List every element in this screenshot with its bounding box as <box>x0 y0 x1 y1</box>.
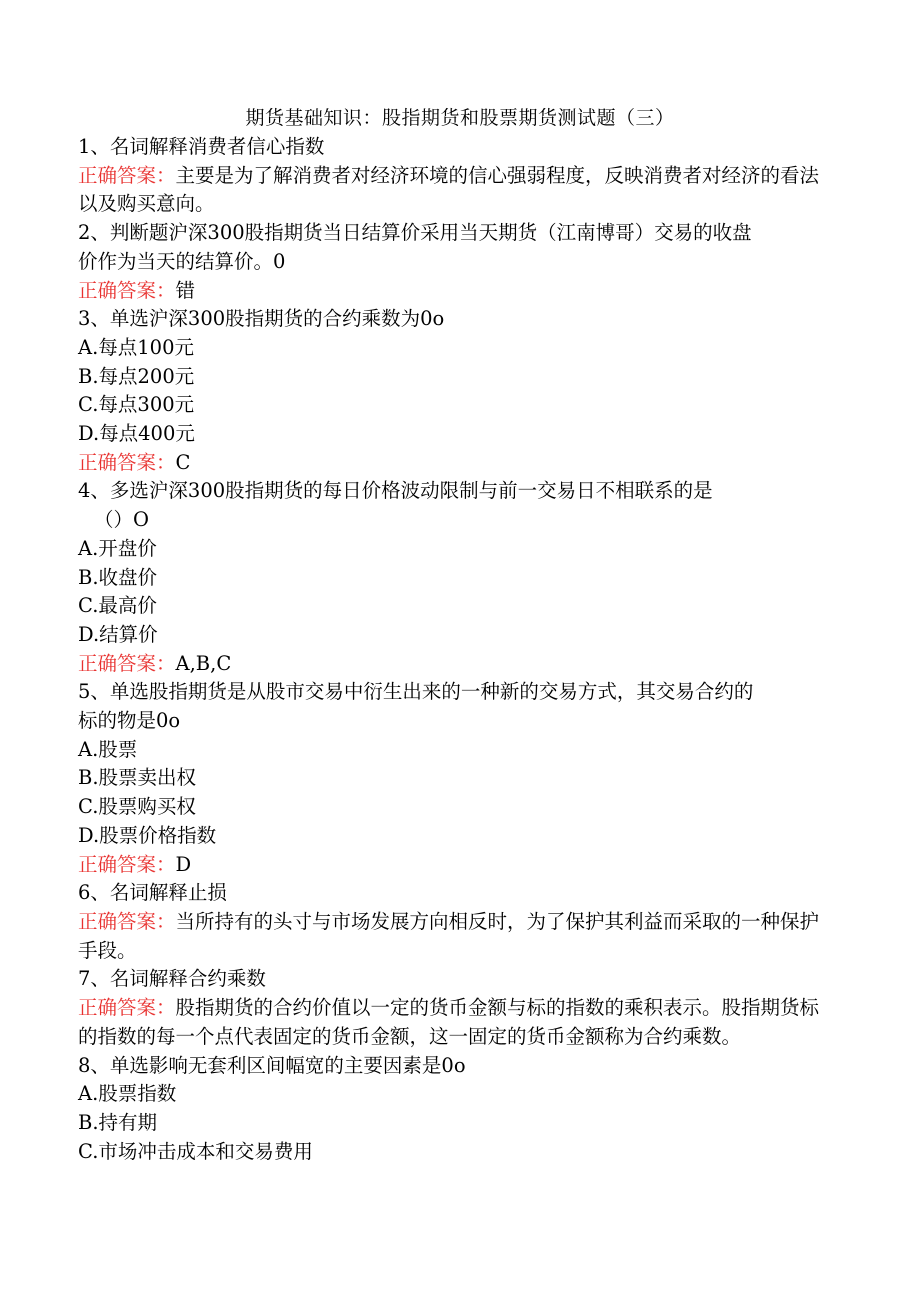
option-3d: D.每点400元 <box>78 422 195 446</box>
option-3b: B.每点200元 <box>78 364 195 388</box>
question-6: 6、名词解释止损 <box>78 881 227 905</box>
document-body <box>78 133 828 1166</box>
option-4d: D.结算价 <box>78 622 158 646</box>
answer-7 <box>78 994 828 1051</box>
question-5-line-1: 5、单选股指期货是从股市交易中衍生出来的一种新的交易方式，其交易合约的 <box>78 680 754 704</box>
answer-label: 正确答案： <box>78 996 176 1020</box>
option-4b: B.收盘价 <box>78 565 158 589</box>
question-4-line-1: 4、多选沪深300股指期货的每日价格波动限制与前一交易日不相联系的是 <box>78 479 713 503</box>
option-5a: A.股票 <box>78 737 138 761</box>
question-7: 7、名词解释合约乘数 <box>78 967 266 991</box>
answer-label: 正确答案： <box>78 163 176 187</box>
answer-2 <box>78 277 828 306</box>
answer-3-text: C <box>175 450 191 474</box>
document-title: 期货基础知识：股指期货和股票期货测试题（三） <box>245 107 675 129</box>
question-3: 3、单选沪深300股指期货的合约乘数为0o <box>78 307 445 331</box>
question-4-line-2: （）O <box>94 508 149 532</box>
question-8: 8、单选影响无套利区间幅宽的主要因素是0o <box>78 1053 466 1077</box>
option-3a: A.每点100元 <box>78 335 195 359</box>
answer-label: 正确答案： <box>78 909 176 933</box>
option-8b: B.持有期 <box>78 1110 158 1134</box>
option-4a: A.开盘价 <box>78 536 157 560</box>
option-3c: C.每点300元 <box>78 393 195 417</box>
answer-5-text: D <box>175 852 192 876</box>
question-2-line-1: 2、判断题沪深300股指期货当日结算价采用当天期货（江南博哥）交易的收盘 <box>78 221 752 245</box>
option-5d: D.股票价格指数 <box>78 823 217 847</box>
answer-label: 正确答案： <box>78 278 176 302</box>
option-5c: C.股票购买权 <box>78 795 196 819</box>
option-8c: C.市场冲击成本和交易费用 <box>78 1139 313 1163</box>
option-4c: C.最高价 <box>78 594 157 618</box>
option-5b: B.股票卖出权 <box>78 766 197 790</box>
answer-4 <box>78 650 828 679</box>
answer-7-text: 股指期货的合约价值以一定的货币金额与标的指数的乘积表示。股指期货标的指数的每一个点代表固定的货币金额，这一固定的货币金额称为合约乘数。 <box>78 996 820 1048</box>
answer-label: 正确答案： <box>78 651 176 675</box>
question-2-line-2: 价作为当天的结算价。0 <box>78 249 286 273</box>
answer-2-text: 错 <box>175 278 196 302</box>
answer-1 <box>78 162 828 219</box>
answer-3 <box>78 449 828 478</box>
answer-6-text: 当所持有的头寸与市场发展方向相反时，为了保护其利益而采取的一种保护手段。 <box>78 909 820 962</box>
answer-label: 正确答案： <box>78 852 176 876</box>
answer-1-text: 主要是为了解消费者对经济环境的信心强弱程度，反映消费者对经济的看法以及购买意向。 <box>78 163 820 216</box>
answer-6 <box>78 908 828 965</box>
question-1: 1、名词解释消费者信心指数 <box>78 135 325 158</box>
option-8a: A.股票指数 <box>78 1082 177 1106</box>
question-5-line-2: 标的物是0o <box>78 709 181 733</box>
answer-4-text: A,B,C <box>175 651 232 675</box>
answer-label: 正确答案： <box>78 450 176 474</box>
answer-5 <box>78 851 828 880</box>
